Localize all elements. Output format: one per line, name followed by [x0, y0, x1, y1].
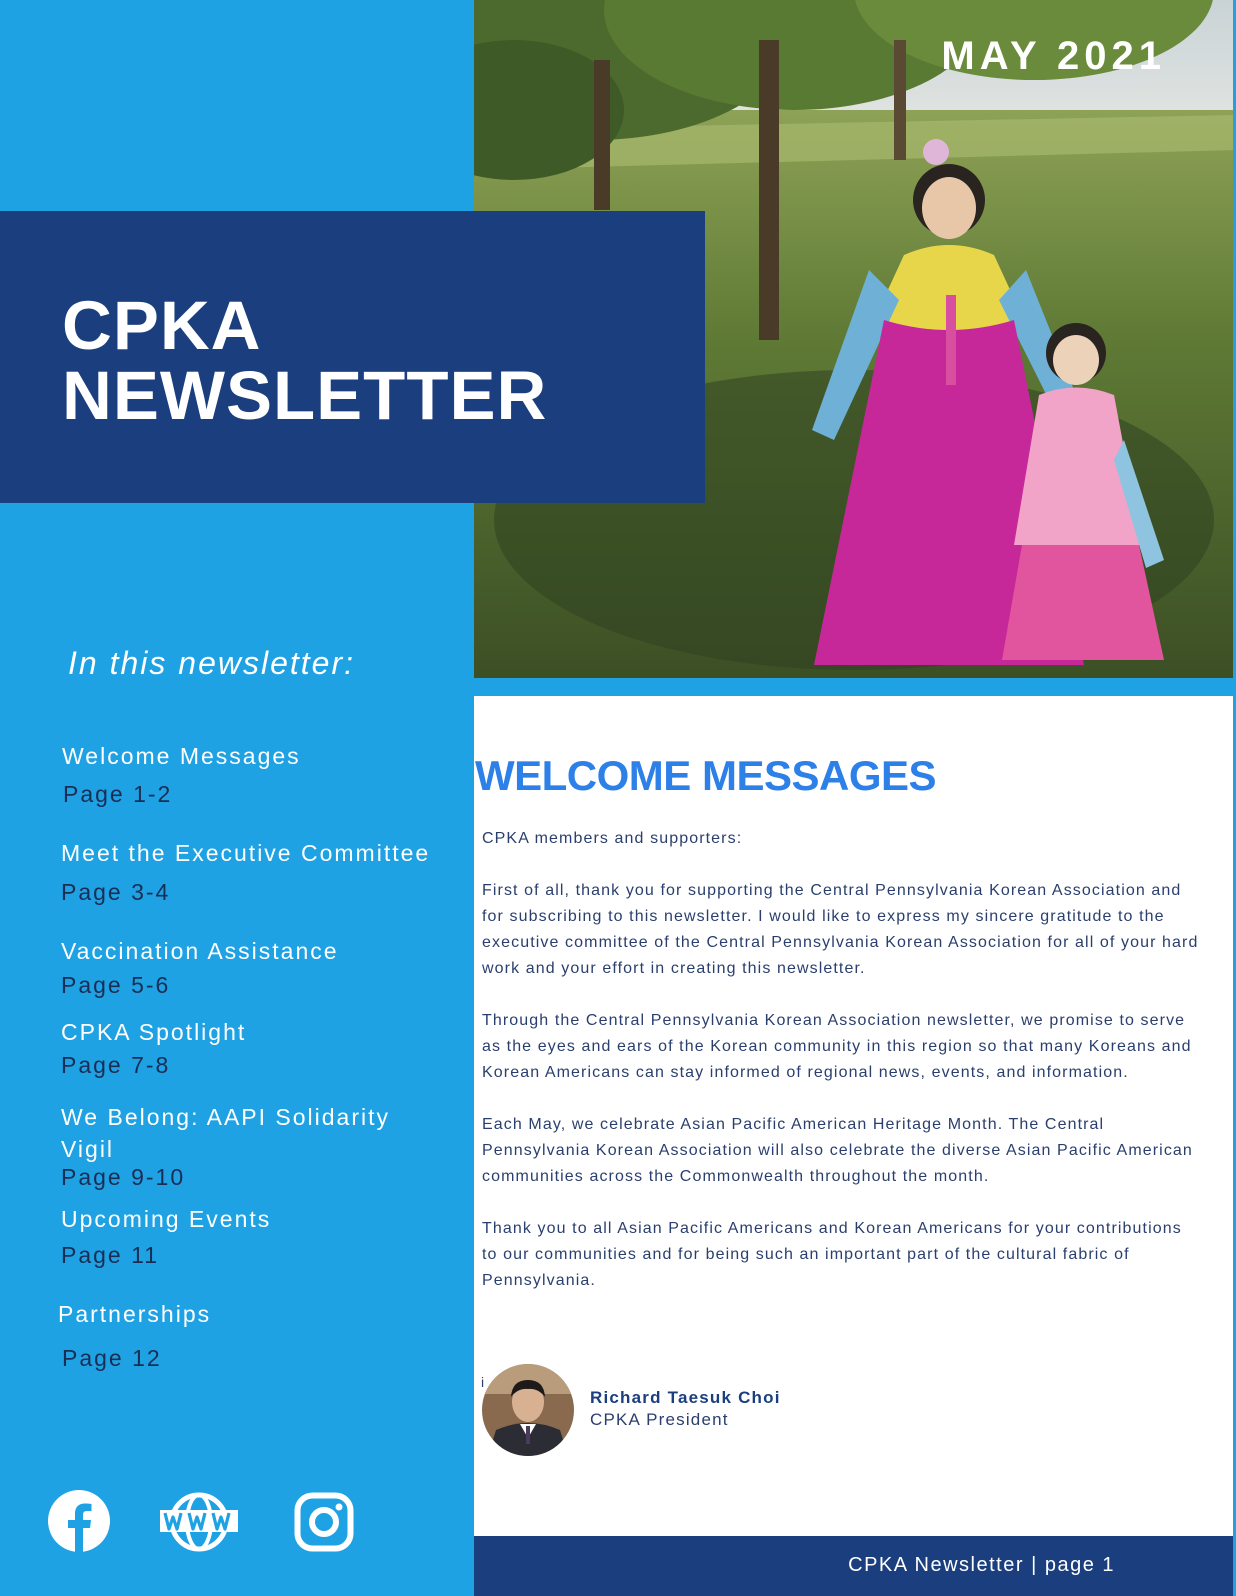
paragraph: Each May, we celebrate Asian Pacific American Heritage Month. The Central Pennsylvania Korean Association will also celebrate the diverse Asian Pacific American communities across the Commonwealth throughout the month.	[482, 1116, 1193, 1185]
footer-text: CPKA Newsletter | page 1	[848, 1554, 1115, 1576]
paragraph: Through the Central Pennsylvania Korean Association newsletter, we promise to serve as the eyes and ears of the Korean community in this region so that many Koreans and Korean Americans can stay informed of regional news, events, and information.	[482, 1012, 1192, 1081]
toc-item-partnerships[interactable]: Partnerships	[58, 1301, 212, 1327]
toc-item-events[interactable]: Upcoming Events	[61, 1206, 272, 1232]
toc-page-events: Page 11	[61, 1242, 159, 1268]
toc-item-vigil-line-2: Vigil	[61, 1136, 115, 1162]
instagram-icon[interactable]	[294, 1492, 354, 1557]
signature-role: CPKA President	[590, 1410, 729, 1429]
toc-item-welcome[interactable]: Welcome Messages	[62, 743, 301, 769]
toc-page-partnerships: Page 12	[62, 1345, 162, 1371]
divider-strip	[474, 678, 1236, 696]
signature-name: Richard Taesuk Choi	[590, 1388, 781, 1407]
page-footer	[474, 1536, 1233, 1596]
www-icon[interactable]	[160, 1492, 238, 1557]
toc-page-executive: Page 3-4	[61, 879, 171, 905]
toc-heading: In this newsletter:	[68, 645, 355, 681]
title-line-1: CPKA	[62, 287, 262, 364]
salutation: CPKA members and supporters:	[482, 830, 743, 847]
toc-item-executive[interactable]: Meet the Executive Committee	[61, 840, 431, 866]
paragraph: Thank you to all Asian Pacific Americans and Korean Americans for your contributions to our communities and for being such an important part of the cultural fabric of Pennsylvania.	[482, 1220, 1182, 1289]
toc-item-vigil-line-1: We Belong: AAPI Solidarity	[61, 1104, 390, 1130]
stray-character: i	[481, 1374, 485, 1390]
article-body	[482, 826, 1202, 1320]
title-banner	[0, 211, 705, 503]
title-line-2: NEWSLETTER	[62, 357, 548, 434]
toc-page-vigil: Page 9-10	[61, 1164, 186, 1190]
facebook-icon[interactable]	[48, 1490, 110, 1557]
section-heading: WELCOME MESSAGES	[475, 752, 937, 799]
issue-date: MAY 2021	[941, 34, 1166, 78]
paragraph: First of all, thank you for supporting the Central Pennsylvania Korean Association and for subscribing to this newsletter. I would like to express my sincere gratitude to the executive committee of the Central Pennsylvania Korean Association for all of your hard work and your effort in creating this newsletter.	[482, 882, 1199, 977]
toc-page-vaccination: Page 5-6	[61, 972, 171, 998]
president-avatar	[482, 1364, 574, 1456]
toc-item-vaccination[interactable]: Vaccination Assistance	[61, 938, 339, 964]
toc-page-welcome: Page 1-2	[63, 781, 173, 807]
toc-page-spotlight: Page 7-8	[61, 1052, 171, 1078]
newsletter-title	[62, 287, 548, 434]
toc-item-spotlight[interactable]: CPKA Spotlight	[61, 1019, 247, 1045]
toc-item-vigil[interactable]	[61, 1101, 390, 1165]
